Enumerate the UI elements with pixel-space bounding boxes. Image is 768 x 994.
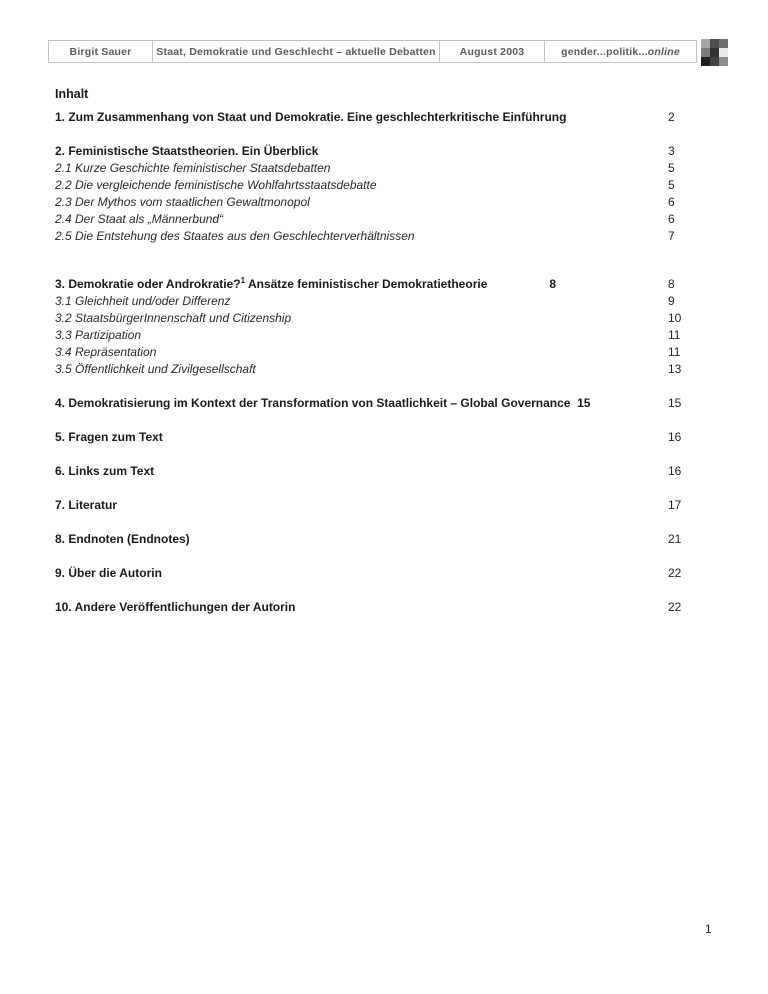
toc-entry-label: 2. Feministische Staatstheorien. Ein Überblick: [55, 144, 319, 158]
toc-entry-text: 3. Demokratie oder Androkratie?: [55, 277, 241, 291]
toc-entry-page: 9: [668, 294, 675, 308]
toc-entry-page: 13: [668, 362, 682, 376]
logo-pixel: [701, 48, 710, 57]
toc-entry: [55, 327, 690, 344]
page-number: 1: [705, 922, 712, 936]
header-site-prefix: gender...politik...: [561, 45, 648, 58]
toc-entry: [55, 143, 690, 160]
logo-pixel: [719, 39, 728, 48]
toc-entry: [55, 361, 690, 378]
header-author: Birgit Sauer: [49, 41, 153, 62]
toc-entry-label: 10. Andere Veröffentlichungen der Autorin: [55, 600, 296, 614]
toc-entry: [55, 531, 690, 548]
toc-entry-label: 2.2 Die vergleichende feministische Wohlfahrtsstaatsdebatte: [55, 178, 377, 192]
toc-entry-label: 2.3 Der Mythos vom staatlichen Gewaltmonopol: [55, 195, 310, 209]
header-site-name: [545, 41, 696, 62]
logo-pixel: [701, 39, 710, 48]
toc-entry-label: 3.1 Gleichheit und/oder Differenz: [55, 294, 231, 308]
toc-entry-page: 15: [668, 396, 682, 410]
toc-entry-label: [55, 276, 668, 293]
toc-entry-label: 1. Zum Zusammenhang von Staat und Demokratie. Eine geschlechterkritische Einführung: [55, 110, 567, 124]
toc-entry-page: 6: [668, 195, 675, 209]
toc-entry: [55, 395, 690, 412]
toc-entry-label: 4. Demokratisierung im Kontext der Transformation von Staatlichkeit – Global Governance 15: [55, 396, 591, 410]
toc-heading: Inhalt: [55, 87, 89, 101]
toc-entry-page: 22: [668, 566, 682, 580]
toc-entry: [55, 463, 690, 480]
toc-entry: [55, 194, 690, 211]
toc-entry: [55, 109, 690, 126]
logo-pixel: [701, 57, 710, 66]
toc-entry: [55, 344, 690, 361]
toc-entry-page: 8: [668, 277, 675, 291]
table-of-contents: [55, 86, 690, 616]
toc-heading-row: [55, 86, 690, 103]
toc-entry-page: 22: [668, 600, 682, 614]
toc-entry: [55, 177, 690, 194]
toc-entry: [55, 228, 690, 245]
toc-entry-label: 2.5 Die Entstehung des Staates aus den Geschlechterverhältnissen: [55, 229, 415, 243]
toc-entry: [55, 565, 690, 582]
toc-entry-page: 16: [668, 430, 682, 444]
toc-entry-page: 21: [668, 532, 682, 546]
toc-entry-page: 7: [668, 229, 675, 243]
toc-entry-label: 6. Links zum Text: [55, 464, 155, 478]
toc-entry-text: 8: [549, 277, 557, 291]
header-date: August 2003: [440, 41, 545, 62]
toc-entry: [55, 293, 690, 310]
toc-entry-label: 3.5 Öffentlichkeit und Zivilgesellschaft: [55, 362, 256, 376]
toc-entry: [55, 497, 690, 514]
toc-entry-page: 5: [668, 178, 675, 192]
toc-entry-page: 11: [668, 345, 681, 359]
logo-pixel: [710, 48, 719, 57]
toc-entry-label: 9. Über die Autorin: [55, 566, 162, 580]
toc-list: [55, 109, 690, 616]
toc-entry-label: 2.4 Der Staat als „Männerbund“: [55, 212, 224, 226]
toc-entry-page: 3: [668, 144, 675, 158]
logo-pixel: [710, 39, 719, 48]
toc-entry-page: 6: [668, 212, 675, 226]
toc-entry: [55, 599, 690, 616]
page-header-table: [48, 40, 697, 63]
logo-pixel: [719, 57, 728, 66]
header-site-online: online: [647, 45, 680, 58]
header-document-title: Staat, Demokratie und Geschlecht – aktuelle Debatten: [153, 41, 440, 62]
toc-entry-page: 10: [668, 311, 682, 325]
toc-entry-page: 17: [668, 498, 682, 512]
toc-entry-page: 16: [668, 464, 682, 478]
toc-entry-label: 3.3 Partizipation: [55, 328, 142, 342]
toc-entry: [55, 276, 690, 293]
toc-entry: [55, 160, 690, 177]
endnote-reference: 1: [240, 276, 246, 285]
toc-entry-label: 5. Fragen zum Text: [55, 430, 163, 444]
logo-pixel: [710, 57, 719, 66]
toc-entry-label: 8. Endnoten (Endnotes): [55, 532, 190, 546]
toc-entry-page: 5: [668, 161, 675, 175]
toc-entry-label: 2.1 Kurze Geschichte feministischer Staatsdebatten: [55, 161, 331, 175]
toc-entry-page: 2: [668, 110, 675, 124]
logo-pixel: [719, 48, 728, 57]
gender-politik-online-logo: [701, 39, 728, 66]
toc-entry: [55, 429, 690, 446]
toc-entry-text: Ansätze feministischer Demokratietheorie: [245, 277, 488, 291]
toc-entry-label: 3.4 Repräsentation: [55, 345, 157, 359]
toc-entry-page: 11: [668, 328, 681, 342]
toc-entry: [55, 211, 690, 228]
toc-entry-label: 7. Literatur: [55, 498, 118, 512]
toc-entry-label: 3.2 StaatsbürgerInnenschaft und Citizenship: [55, 311, 292, 325]
toc-entry: [55, 310, 690, 327]
